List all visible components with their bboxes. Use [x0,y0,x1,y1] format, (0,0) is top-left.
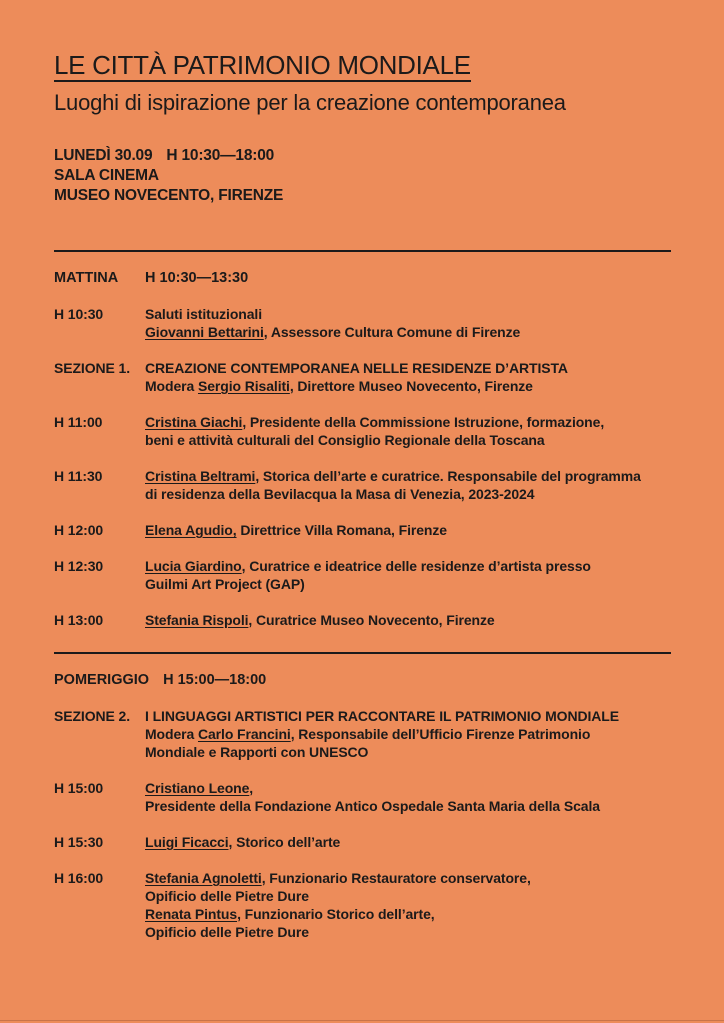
event-venue: MUSEO NOVECENTO, FIRENZE [54,187,284,204]
row-text: di residenza della Bevilacqua la Masa di Venezia, 2023-2024 [145,486,535,502]
speaker-name: Cristina Giachi [145,414,243,430]
row-text [145,725,671,743]
speaker-role: , Responsabile dell’Ufficio Firenze Patrimonio [290,726,591,742]
row-text [145,905,671,923]
schedule-row [54,521,671,539]
event-date-time [54,146,671,166]
speaker-role: , Direttore Museo Novecento, Firenze [289,378,533,394]
row-time: H 12:00 [54,522,104,538]
speaker-role: , Curatrice e ideatrice delle residenze d’artista presso [241,558,591,574]
section-title: I LINGUAGGI ARTISTICI PER RACCONTARE IL PATRIMONIO MONDIALE [145,708,619,724]
row-text: Opificio delle Pietre Dure [145,888,309,904]
speaker-name: Sergio Risaliti [197,378,290,394]
schedule-row [54,467,671,503]
row-text [145,377,671,395]
speaker-name: Lucia Giardino [145,558,242,574]
row-section: SEZIONE 2. [54,708,131,724]
speaker-name: Elena Agudio, [145,522,237,538]
morning-time: H 10:30—13:30 [145,270,249,286]
event-info [54,146,671,206]
row-content [145,305,671,341]
schedule-row [54,869,671,941]
schedule-row [54,305,671,341]
speaker-role: Direttrice Villa Romana, Firenze [236,522,447,538]
speaker-role: , [249,780,254,796]
row-content [145,707,671,761]
event-time: H 10:30—18:00 [166,147,275,164]
speaker-name: Luigi Ficacci [145,834,229,850]
row-content [145,869,671,941]
row-time: H 16:00 [54,870,104,886]
speaker-name: Cristiano Leone [145,780,250,796]
row-text: Saluti istituzionali [145,306,263,322]
speaker-role: , Presidente della Commissione Istruzione, formazione, [242,414,605,430]
afternoon-time: H 15:00—18:00 [163,672,267,688]
moderator-label: Modera [145,378,198,394]
morning-header [54,269,671,287]
event-room: SALA CINEMA [54,167,159,184]
row-text [145,467,671,485]
row-text: Guilmi Art Project (GAP) [145,576,305,592]
row-content [145,611,671,629]
speaker-role: , Storica dell’arte e curatrice. Responsabile del programma [255,468,641,484]
speaker-name: Cristina Beltrami [145,468,256,484]
program-page [54,50,671,941]
row-content [145,557,671,593]
row-text: beni e attività culturali del Consiglio Regionale della Toscana [145,432,545,448]
row-text [145,833,671,851]
row-content [145,413,671,449]
speaker-name: Stefania Rispoli [145,612,249,628]
speaker-name: Renata Pintus [145,906,238,922]
row-time: H 10:30 [54,306,104,322]
row-text [145,323,671,341]
schedule-row [54,611,671,629]
row-content [145,359,671,395]
event-date: LUNEDÌ 30.09 [54,147,153,164]
section-title: CREAZIONE CONTEMPORANEA NELLE RESIDENZE D’ARTISTA [145,360,568,376]
speaker-name: Carlo Francini [197,726,291,742]
page-subtitle: Luoghi di ispirazione per la creazione contemporanea [54,90,566,115]
row-text [145,413,671,431]
row-text: Opificio delle Pietre Dure [145,924,309,940]
row-text: Presidente della Fondazione Antico Ospedale Santa Maria della Scala [145,798,600,814]
schedule-row [54,779,671,815]
afternoon-header [54,671,671,689]
row-content [145,467,671,503]
schedule-row [54,833,671,851]
row-time: H 15:30 [54,834,104,850]
page-title: LE CITTÀ PATRIMONIO MONDIALE [54,50,471,80]
row-time: H 12:30 [54,558,104,574]
row-content [145,779,671,815]
schedule-row [54,557,671,593]
speaker-role: , Storico dell’arte [228,834,341,850]
row-time: H 13:00 [54,612,104,628]
speaker-name: Giovanni Bettarini [145,324,264,340]
schedule-row [54,359,671,395]
moderator-label: Modera [145,726,198,742]
row-content [145,833,671,851]
page-edge [0,1020,724,1021]
schedule-row [54,707,671,761]
row-text: Mondiale e Rapporti con UNESCO [145,744,369,760]
speaker-name: Stefania Agnoletti [145,870,262,886]
row-content [145,521,671,539]
row-time: H 11:00 [54,414,103,430]
divider [54,652,671,654]
speaker-role: , Assessore Cultura Comune di Firenze [263,324,521,340]
divider [54,250,671,252]
morning-label: MATTINA [54,270,119,286]
afternoon-label: POMERIGGIO [54,672,150,688]
row-text [145,869,671,887]
row-text [145,557,671,575]
row-time: H 15:00 [54,780,104,796]
row-text [145,779,671,797]
row-time: H 11:30 [54,468,103,484]
row-section: SEZIONE 1. [54,360,131,376]
speaker-role: , Curatrice Museo Novecento, Firenze [248,612,495,628]
row-text [145,611,671,629]
speaker-role: , Funzionario Storico dell’arte, [237,906,435,922]
schedule-row [54,413,671,449]
speaker-role: , Funzionario Restauratore conservatore, [261,870,531,886]
row-text [145,521,671,539]
